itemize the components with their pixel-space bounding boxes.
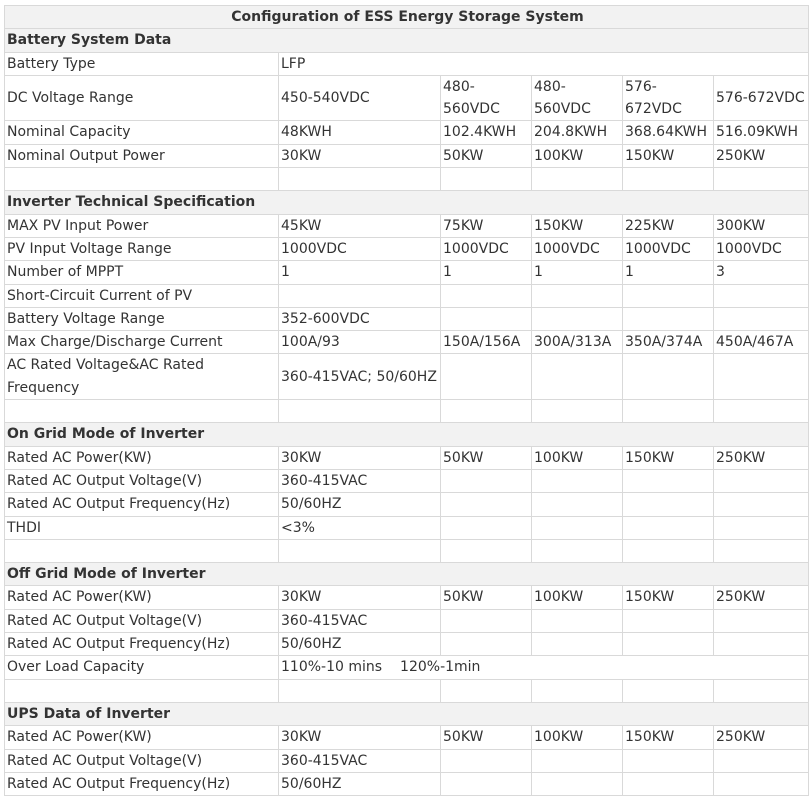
table-row (5, 307, 809, 330)
cell: 250KW (714, 586, 809, 609)
empty-cell (623, 679, 714, 702)
cell: 50/60HZ (279, 633, 441, 656)
empty-cell (623, 469, 714, 492)
cell: 250KW (714, 446, 809, 469)
row-label: Rated AC Power(KW) (5, 586, 279, 609)
section-heading: Battery System Data (5, 29, 809, 52)
empty-cell (714, 772, 809, 795)
empty-cell (714, 307, 809, 330)
empty-cell (441, 284, 532, 307)
table-row (5, 214, 809, 237)
empty-cell (623, 609, 714, 632)
empty-cell (623, 539, 714, 562)
empty-cell (441, 469, 532, 492)
cell: 250KW (714, 144, 809, 167)
section-row (5, 29, 809, 52)
cell: 100KW (532, 586, 623, 609)
cell: 516.09KWH (714, 121, 809, 144)
spacer-row (5, 400, 809, 423)
row-label: Rated AC Output Voltage(V) (5, 469, 279, 492)
section-row (5, 563, 809, 586)
section-heading: UPS Data of Inverter (5, 702, 809, 725)
empty-cell (714, 493, 809, 516)
row-label: AC Rated Voltage&AC Rated Frequency (5, 354, 279, 400)
cell: 225KW (623, 214, 714, 237)
row-label: Number of MPPT (5, 261, 279, 284)
cell: 1000VDC (441, 237, 532, 260)
empty-cell (714, 400, 809, 423)
cell: 576-672VDC (714, 75, 809, 121)
empty-cell (279, 539, 441, 562)
cell: 150KW (532, 214, 623, 237)
overload-value-b: 120%-1min (400, 659, 481, 676)
empty-cell (532, 400, 623, 423)
section-row (5, 702, 809, 725)
cell: 250KW (714, 726, 809, 749)
cell: 150KW (623, 446, 714, 469)
cell: 1000VDC (714, 237, 809, 260)
cell: 360-415VAC (279, 749, 441, 772)
table-row (5, 772, 809, 795)
cell: 360-415VAC (279, 609, 441, 632)
table-row (5, 493, 809, 516)
cell: <3% (279, 516, 441, 539)
cell: 100A/93 (279, 331, 441, 354)
title-row (5, 6, 809, 29)
spacer-row (5, 679, 809, 702)
row-label: Rated AC Output Voltage(V) (5, 749, 279, 772)
table-row (5, 516, 809, 539)
row-label: Rated AC Output Frequency(Hz) (5, 772, 279, 795)
cell: 1000VDC (279, 237, 441, 260)
table-row (5, 586, 809, 609)
cell: 100KW (532, 446, 623, 469)
empty-cell (532, 679, 623, 702)
empty-cell (623, 749, 714, 772)
cell: 300KW (714, 214, 809, 237)
empty-cell (441, 679, 532, 702)
row-label: Nominal Capacity (5, 121, 279, 144)
cell: 45KW (279, 214, 441, 237)
empty-cell (441, 307, 532, 330)
empty-cell (279, 284, 441, 307)
empty-cell (441, 400, 532, 423)
table-row (5, 331, 809, 354)
row-label: Rated AC Output Voltage(V) (5, 609, 279, 632)
empty-cell (714, 284, 809, 307)
empty-cell (532, 354, 623, 400)
cell: 30KW (279, 726, 441, 749)
empty-cell (441, 633, 532, 656)
cell: 368.64KWH (623, 121, 714, 144)
row-label: Battery Type (5, 52, 279, 75)
section-heading: Inverter Technical Specification (5, 191, 809, 214)
empty-cell (441, 354, 532, 400)
table-row (5, 144, 809, 167)
cell: 50KW (441, 446, 532, 469)
overload-cell (279, 656, 809, 679)
cell: 102.4KWH (441, 121, 532, 144)
cell: 1 (441, 261, 532, 284)
cell: 30KW (279, 586, 441, 609)
empty-cell (714, 469, 809, 492)
table-row (5, 749, 809, 772)
row-label: THDI (5, 516, 279, 539)
cell: 30KW (279, 446, 441, 469)
empty-cell (532, 772, 623, 795)
empty-cell (714, 168, 809, 191)
cell: 48KWH (279, 121, 441, 144)
row-label: Over Load Capacity (5, 656, 279, 679)
empty-cell (714, 609, 809, 632)
empty-cell (441, 749, 532, 772)
empty-cell (5, 400, 279, 423)
cell: LFP (279, 52, 809, 75)
row-label: MAX PV Input Power (5, 214, 279, 237)
empty-cell (532, 284, 623, 307)
cell: 1000VDC (623, 237, 714, 260)
cell: 50/60HZ (279, 493, 441, 516)
section-row (5, 191, 809, 214)
section-row (5, 423, 809, 446)
empty-cell (532, 307, 623, 330)
cell: 1 (279, 261, 441, 284)
empty-cell (714, 516, 809, 539)
empty-cell (532, 469, 623, 492)
cell: 50/60HZ (279, 772, 441, 795)
empty-cell (5, 539, 279, 562)
row-label: Rated AC Power(KW) (5, 726, 279, 749)
table-row (5, 52, 809, 75)
table-row (5, 726, 809, 749)
empty-cell (5, 679, 279, 702)
empty-cell (623, 168, 714, 191)
cell: 150KW (623, 144, 714, 167)
cell: 300A/313A (532, 331, 623, 354)
empty-cell (623, 516, 714, 539)
cell: 50KW (441, 726, 532, 749)
empty-cell (441, 539, 532, 562)
empty-cell (5, 168, 279, 191)
empty-cell (279, 400, 441, 423)
table-row (5, 633, 809, 656)
table-row (5, 446, 809, 469)
spacer-row (5, 168, 809, 191)
empty-cell (532, 633, 623, 656)
empty-cell (532, 539, 623, 562)
empty-cell (441, 516, 532, 539)
cell: 1 (532, 261, 623, 284)
overload-value-a: 110%-10 mins (281, 659, 383, 676)
spacer-row (5, 539, 809, 562)
cell: 50KW (441, 144, 532, 167)
row-label: Max Charge/Discharge Current (5, 331, 279, 354)
cell: 480-560VDC (441, 75, 532, 121)
empty-cell (279, 168, 441, 191)
empty-cell (714, 679, 809, 702)
cell: 75KW (441, 214, 532, 237)
empty-cell (623, 493, 714, 516)
empty-cell (623, 633, 714, 656)
empty-cell (714, 354, 809, 400)
row-label: DC Voltage Range (5, 75, 279, 121)
table-row (5, 284, 809, 307)
ess-config-table (4, 5, 809, 796)
empty-cell (441, 609, 532, 632)
cell: 450-540VDC (279, 75, 441, 121)
table-row (5, 121, 809, 144)
empty-cell (441, 493, 532, 516)
cell: 1000VDC (532, 237, 623, 260)
empty-cell (441, 168, 532, 191)
cell: 30KW (279, 144, 441, 167)
cell: 1 (623, 261, 714, 284)
empty-cell (532, 516, 623, 539)
table-row (5, 261, 809, 284)
cell: 100KW (532, 144, 623, 167)
section-heading: Off Grid Mode of Inverter (5, 563, 809, 586)
cell: 3 (714, 261, 809, 284)
cell: 480-560VDC (532, 75, 623, 121)
empty-cell (441, 772, 532, 795)
table-title: Configuration of ESS Energy Storage System (5, 6, 809, 29)
row-label: Rated AC Power(KW) (5, 446, 279, 469)
row-label: PV Input Voltage Range (5, 237, 279, 260)
empty-cell (623, 307, 714, 330)
cell: 204.8KWH (532, 121, 623, 144)
cell: 450A/467A (714, 331, 809, 354)
cell: 100KW (532, 726, 623, 749)
empty-cell (279, 679, 441, 702)
empty-cell (714, 539, 809, 562)
empty-cell (623, 772, 714, 795)
cell: 150KW (623, 586, 714, 609)
table-row (5, 75, 809, 121)
row-label: Nominal Output Power (5, 144, 279, 167)
table-row (5, 656, 809, 679)
empty-cell (532, 493, 623, 516)
empty-cell (532, 749, 623, 772)
cell: 350A/374A (623, 331, 714, 354)
cell: 150KW (623, 726, 714, 749)
table-row (5, 469, 809, 492)
row-label: Battery Voltage Range (5, 307, 279, 330)
table-row (5, 609, 809, 632)
table-row (5, 237, 809, 260)
row-label: Rated AC Output Frequency(Hz) (5, 493, 279, 516)
row-label: Rated AC Output Frequency(Hz) (5, 633, 279, 656)
empty-cell (714, 633, 809, 656)
cell: 352-600VDC (279, 307, 441, 330)
empty-cell (623, 400, 714, 423)
empty-cell (714, 749, 809, 772)
cell: 576-672VDC (623, 75, 714, 121)
empty-cell (532, 168, 623, 191)
section-heading: On Grid Mode of Inverter (5, 423, 809, 446)
cell: 360-415VAC (279, 469, 441, 492)
empty-cell (532, 609, 623, 632)
row-label: Short-Circuit Current of PV (5, 284, 279, 307)
empty-cell (623, 354, 714, 400)
cell: 150A/156A (441, 331, 532, 354)
table-row (5, 354, 809, 400)
cell: 50KW (441, 586, 532, 609)
empty-cell (623, 284, 714, 307)
cell: 360-415VAC; 50/60HZ (279, 354, 441, 400)
